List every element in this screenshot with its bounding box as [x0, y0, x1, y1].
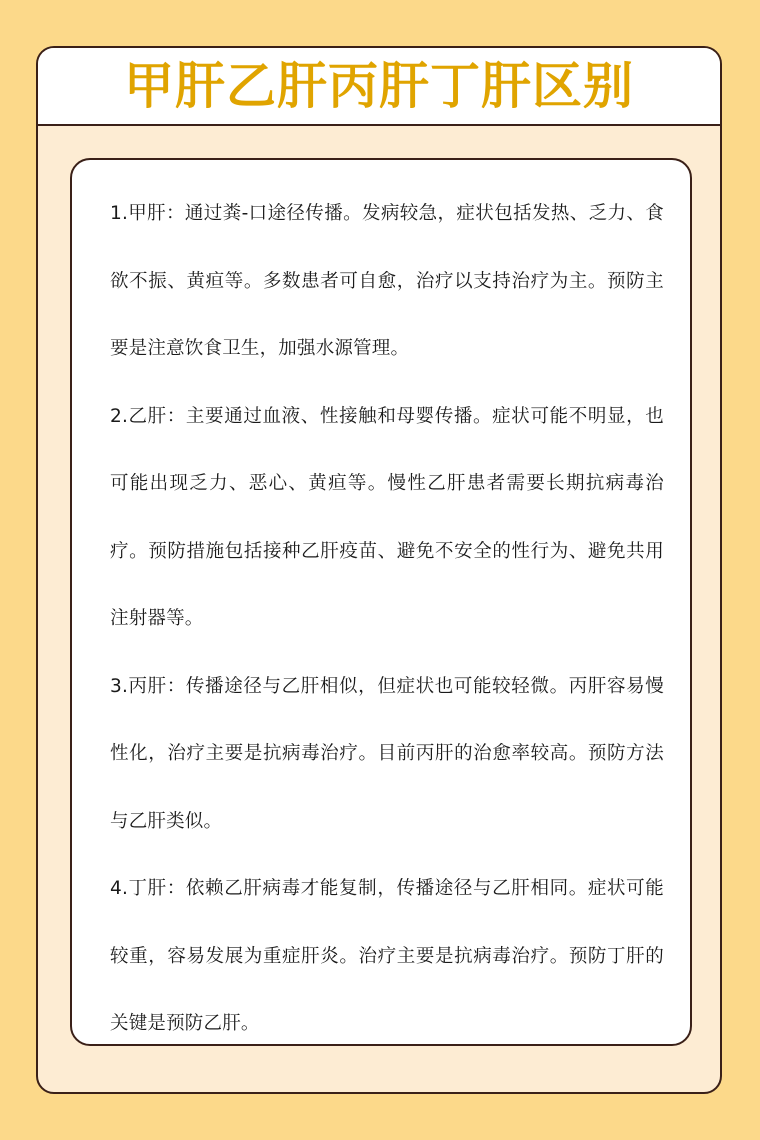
paragraph-hepatitis-a: 1.甲肝：通过粪-口途径传播。发病较急，症状包括发热、乏力、食欲不振、黄疸等。多数患者可自愈，治疗以支持治疗为主。预防主要是注意饮食卫生，加强水源管理。 [110, 203, 664, 359]
paragraph-hepatitis-b: 2.乙肝：主要通过血液、性接触和母婴传播。症状可能不明显，也可能出现乏力、恶心、黄疸等。慢性乙肝患者需要长期抗病毒治疗。预防措施包括接种乙肝疫苗、避免不安全的性行为、避免共用注射器等。 [110, 405, 664, 629]
paragraph-hepatitis-d: 4.丁肝：依赖乙肝病毒才能复制，传播途径与乙肝相同。症状可能较重，容易发展为重症肝炎。治疗主要是抗病毒治疗。预防丁肝的关键是预防乙肝。 [110, 878, 664, 1034]
page-title: 甲肝乙肝丙肝丁肝区别 [124, 57, 634, 115]
paragraph-hepatitis-c: 3.丙肝：传播途径与乙肝相似，但症状也可能较轻微。丙肝容易慢性化，治疗主要是抗病毒治疗。目前丙肝的治愈率较高。预防方法与乙肝类似。 [110, 675, 664, 832]
content-card [70, 158, 692, 1046]
outer-card [36, 46, 722, 1094]
title-bar [38, 48, 720, 126]
